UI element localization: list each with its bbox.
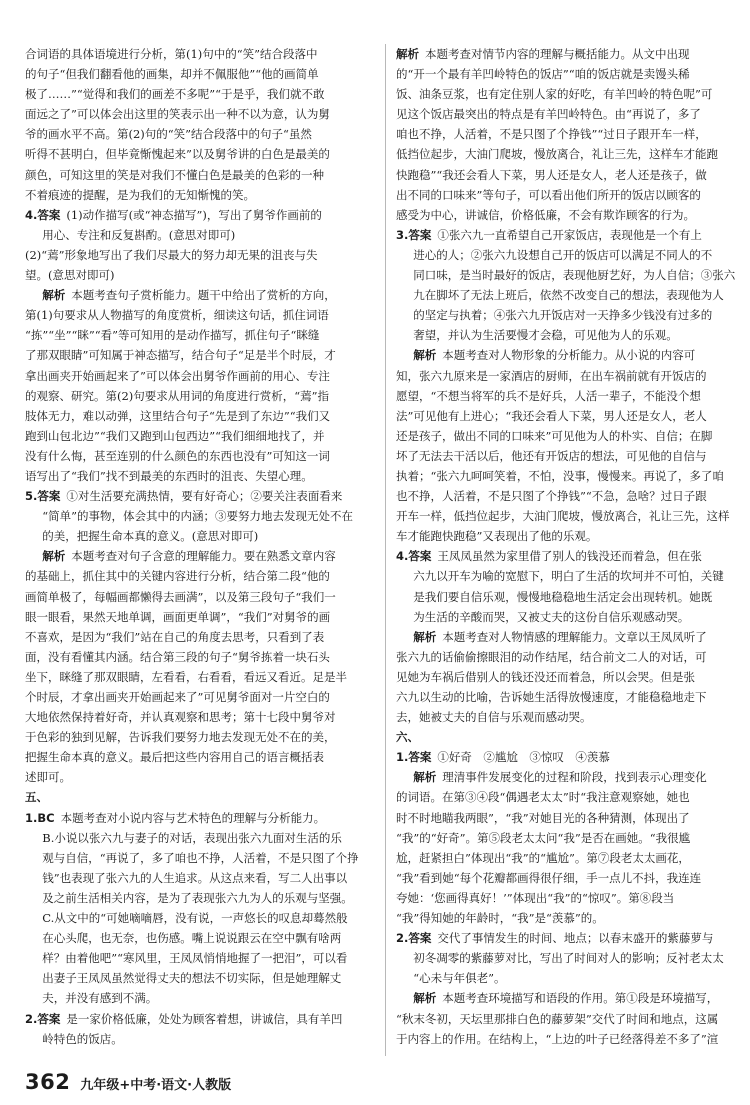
text-line: 于内容上的作用。在结构上，“上边的叶子已经落得差不多了”渲 xyxy=(396,1031,719,1046)
text-line: 法”可见他有上进心；“我还会看人下菜，男人还是女人，老人 xyxy=(396,408,707,423)
analysis-tag: 解析 xyxy=(413,991,437,1006)
text-line: (2)“蔫”形象地写出了我们尽最大的努力却无果的沮丧与失 xyxy=(25,247,318,262)
section5-question-4 xyxy=(396,546,748,727)
text-line: 合词语的具体语境进行分析，第(1)句中的“笑”结合段落中 xyxy=(25,47,318,61)
page-footer xyxy=(25,1070,231,1096)
text-line: 张六九的话偷偷擦眼泪的动作结尾，结合前文二人的对话，可 xyxy=(396,649,707,664)
text-line: 理清事件发展变化的过程和阶段，找到表示心理变化 xyxy=(442,770,707,785)
text-line: 不着痕迹的提醒，是为我们的无知惭愧的笑。 xyxy=(25,187,255,202)
text-line: 颜色，可知这里的笑是对我们不懂白色是最美的色彩的一种 xyxy=(25,167,324,182)
text-line: 执着；“张六九呵呵笑着，不怕，没事，慢慢来。再说了，多了咱 xyxy=(396,468,724,483)
text-line: “我”的“好奇”。第⑤段老太太问“我”是否在画她。“我很尴 xyxy=(396,830,691,845)
text-line: 六九以开车为喻的宽慰下，明白了生活的坎坷并不可怕，关键 xyxy=(413,569,724,584)
text-line: 王凤凤虽然为家里借了别人的钱没还而着急，但在张 xyxy=(437,549,702,564)
answer-tag: 答案 xyxy=(408,931,432,946)
text-line: 出妻子王凤凤虽然觉得丈夫的想法不切实际，但是她理解丈 xyxy=(42,971,342,986)
text-line: ①对生活要充满热情，要有好奇心；②要关注表面看来 xyxy=(66,489,343,504)
text-line: 的词语。在第③④段“偶遇老太太”时“我注意观察她，她也 xyxy=(396,790,690,805)
text-line: 同口味，是当时最好的饭店，表现他厨艺好，为人自信；③张六 xyxy=(413,268,736,283)
answer-tag: 答案 xyxy=(37,489,61,504)
text-line: 极了……”“觉得和我们的画差不多呢”“于是乎，我们就不敢 xyxy=(25,87,325,102)
question-5 xyxy=(25,486,377,787)
text-line: 跑到山包北边”“我们又跑到山包西边”“我们细细地找了，并 xyxy=(25,428,325,443)
text-line: 低挡位起步，大油门爬坡，慢放离合，礼让三先，这样车才能跑 xyxy=(396,147,718,162)
text-line: ①好奇 ②尴尬 ③惊叹 ④羡慕 xyxy=(437,750,610,765)
text-line: 交代了事情发生的时间、地点；以春末盛开的紫藤萝与 xyxy=(437,931,714,946)
text-line: “心未与年俱老”。 xyxy=(413,971,506,986)
text-line: 感受为中心，讲诚信，价格低廉，不会有欺诈顾客的行为。 xyxy=(396,207,695,222)
text-line: 没有什么悔，甚至连别的什么颜色的东西也没有”可知这一词 xyxy=(25,448,330,463)
text-line: “拣”“坐”“眯”“看”等可知用的是动作描写，抓住句子“眯缝 xyxy=(25,328,320,343)
text-line: 本题考查句子赏析能力。题干中给出了赏析的方向， xyxy=(71,288,336,303)
text-line: “我”得知她的年龄时，“我”是“羡慕”的。 xyxy=(396,911,604,926)
text-line: 肢体无力，难以动弹，这里结合句子“先是到了东边”“我们又 xyxy=(25,408,331,423)
text-line: 是我们要自信乐观，慢慢地稳稳地生活定会出现转机。她既 xyxy=(413,589,713,604)
text-line: 在心头爬，也无奈，也伤感。嘴上说说跟云在空中飘有啥两 xyxy=(42,931,342,946)
text-line: 为生活的辛酸而哭，又被丈夫的这份自信乐观感动哭。 xyxy=(413,609,690,624)
text-line: 及之前生活相关内容，是为了表现张六九为人的乐观与坚强。 xyxy=(42,890,353,905)
analysis-tag: 解析 xyxy=(413,348,437,363)
text-line: 第(1)句要求从人物描写的角度赏析，细读这句话，抓住词语 xyxy=(25,308,329,323)
text-line: 个时辰，才拿出画夹开始画起来了”可见舅爷面对一片空白的 xyxy=(25,690,330,704)
answer-tag: 答案 xyxy=(408,549,432,564)
text-line: 眼一眼看，果然天地单调，画面更单调”，“我们”对舅爷的画 xyxy=(25,609,331,624)
text-line: 用心、专注和反复斟酌。(意思对即可) xyxy=(42,227,236,242)
text-line: 的“开一个最有羊凹岭特色的饭店”“咱的饭店就是卖馒头稀 xyxy=(396,67,690,82)
text-line: 语写出了“我们”找不到最美的东西时的沮丧、失望心理。 xyxy=(25,468,313,483)
text-line: 的句子“但我们翻看他的画集，却并不佩服他”“他的画简单 xyxy=(25,67,319,82)
analysis-tag: 解析 xyxy=(413,629,437,644)
section-heading: 五、 xyxy=(25,790,48,805)
text-line: 坐下，眯缝了那双眼睛，左看看，右看看，看远又看近。足是半 xyxy=(25,669,347,684)
question-number: 5. xyxy=(25,489,38,504)
text-line: 了那双眼睛”可知属于神态描写，结合句子“足是半个时辰，才 xyxy=(25,348,336,363)
section-heading: 六、 xyxy=(396,730,419,745)
text-line: 夸她：‘您画得真好！’”体现出“我”的“惊叹”。第⑧段当 xyxy=(396,890,675,905)
text-line: 本题考查对人物形象的分析能力。从小说的内容可 xyxy=(442,348,696,363)
question-number: 4. xyxy=(25,207,38,222)
text-line: “我”看到她“每个花瓣都画得很仔细，手一点儿不抖，我连连 xyxy=(396,870,702,885)
question-number: 4. xyxy=(396,549,409,564)
text-line: 出不同的口味来”等句子，可以看出他们所开的饭店以顾客的 xyxy=(396,187,701,202)
text-line: 去，她被丈夫的自信与乐观而感动哭。 xyxy=(396,710,592,725)
text-line: 的基础上，抓住其中的关键内容进行分析，结合第二段“他的 xyxy=(25,569,330,584)
text-line: 岭特色的饭店。 xyxy=(42,1031,123,1046)
section6-question-1 xyxy=(396,747,748,928)
q3-analysis-continued xyxy=(25,44,377,205)
text-line: 车才能跑快跑稳”又表现出了他的乐观。 xyxy=(396,529,598,544)
text-line: 是一家价格低廉，处处为顾客着想，讲诚信，具有羊凹 xyxy=(66,1011,343,1026)
text-line: ①张六九一直希望自己开家饭店，表现他是一个有上 xyxy=(437,227,702,242)
question-number: 3. xyxy=(396,227,409,242)
text-line: 面远之了”可以体会出这里的笑表示出一种不以为意，认为舅 xyxy=(25,107,330,122)
answer-tag: 答案 xyxy=(37,207,61,222)
text-line: 六九以生动的比喻，告诉她生活得放慢速度，才能稳稳地走下 xyxy=(396,690,707,704)
analysis-tag: 解析 xyxy=(396,47,419,61)
text-line: 述即可。 xyxy=(25,770,71,785)
section5-question-2 xyxy=(25,1009,377,1049)
text-line: 望。(意思对即可) xyxy=(25,268,115,283)
text-line: 本题考查对人物情感的理解能力。文章以王凤凤听了 xyxy=(442,629,707,644)
text-line: 奢望，并认为生活要慢才会稳，可见他为人的乐观。 xyxy=(413,328,678,343)
text-line: 钱”也表现了张六九的人生追求。从这点来看，写二人出事以 xyxy=(42,870,348,885)
left-column xyxy=(25,44,377,1056)
text-line: 爷的画水平不高。第(2)句的“笑”结合段落中的句子“虽然 xyxy=(25,127,312,142)
text-line: 不喜欢，是因为“我们”站在自己的角度去思考，只看到了表 xyxy=(25,629,325,644)
text-line: 的观察、研究。第(2)句要求从用词的角度进行赏析，“蔫”指 xyxy=(25,388,330,403)
text-line: 本题考查对情节内容的理解与概括能力。从文中出现 xyxy=(425,47,690,61)
text-line: 时不时地瞄我两眼”，“我”对她目光的各种猜测，体现出了 xyxy=(396,810,690,825)
text-line: 于色彩的独到见解，告诉我们要努力地去发现无处不在的美， xyxy=(25,730,336,745)
text-line: 九在脚坏了无法上班后，依然不改变自己的想法，表现他为人 xyxy=(413,288,724,303)
text-line: 观与自信，“再说了，多了咱也不挣，人活着，不是只图了个挣 xyxy=(42,850,359,865)
text-line: 拿出画夹开始画起来了”可以体会出舅爷作画前的用心、专注 xyxy=(25,368,330,383)
text-line: 知，张六九原来是一家酒店的厨师，在出车祸前就有开饭店的 xyxy=(396,368,707,383)
book-title: 九年级+中考·语文·人教版 xyxy=(80,1078,232,1093)
question-number: 2. xyxy=(396,931,409,946)
analysis-tag: 解析 xyxy=(413,770,437,785)
section5-question-1 xyxy=(25,808,377,1009)
text-line: 的美，把握生命本真的意义。(意思对即可) xyxy=(42,529,259,544)
text-line: 愿望，“不想当将军的兵不是好兵，人活一辈子，不能没个想 xyxy=(396,388,701,403)
question-number: 1. xyxy=(25,810,38,825)
text-line: 咱也不挣，人活着，不是只图了个挣钱”“过日子跟开车一样， xyxy=(396,127,707,142)
text-line: 本题考查环境描写和语段的作用。第①段是环境描写， xyxy=(442,991,719,1006)
text-line: 本题考查对句子含意的理解能力。要在熟悉文章内容 xyxy=(71,549,336,564)
answer-tag: 答案 xyxy=(408,227,432,242)
text-line: 快跑稳”“我还会看人下菜，男人还是女人，老人还是孩子，做 xyxy=(396,167,707,182)
answer-tag: 答案 xyxy=(37,1011,61,1026)
section5-question-3 xyxy=(396,225,748,547)
answer-tag: BC xyxy=(37,810,55,825)
text-line: (1)动作描写(或“神态描写”)，写出了舅爷作画前的 xyxy=(66,207,322,222)
section5-question-2-analysis xyxy=(396,44,748,225)
section6-question-2 xyxy=(396,928,748,1049)
text-line: 本题考查对小说内容与艺术特色的理解与分析能力。 xyxy=(60,810,326,825)
text-line: B.小说以张六九与妻子的对话，表现出张六九面对生活的乐 xyxy=(42,830,342,845)
text-line: 画简单极了，每幅画都懒得去画满”，以及第三段句子“我们一 xyxy=(25,589,336,604)
text-line: 进心的人；②张六九设想自己开的饭店可以满足不同人的不 xyxy=(413,247,713,262)
text-line: 听得不甚明白，但毕竟惭愧起来”以及舅爷讲的白色是最美的 xyxy=(25,147,330,162)
analysis-tag: 解析 xyxy=(42,549,66,564)
text-line: 把握生命本真的意义。最后把这些内容用自己的语言概括表 xyxy=(25,750,324,765)
text-line: “秋末冬初，天坛里那排白色的藤萝架”交代了时间和地点，这属 xyxy=(396,1011,719,1026)
text-line: 面，没有看懂其内涵。结合第三段的句子“舅爷拣着一块石头 xyxy=(25,649,330,664)
text-line: 开车一样，低挡位起步，大油门爬坡，慢放离合，礼让三先，这样 xyxy=(396,509,730,524)
text-line: “简单”的事物，体会其中的内涵；③要努力地去发现无处不在 xyxy=(42,509,354,524)
text-line: 见这个饭店最突出的特点是有羊凹岭特色。由“再说了，多了 xyxy=(396,107,701,122)
text-line: 初冬凋零的紫藤萝对比，写出了时间对人的影响；反衬老太太 xyxy=(413,951,724,966)
text-line: 夫，并没有感到不满。 xyxy=(42,991,158,1006)
text-line: 大地依然保持着好奇，并认真观察和思考；第十七段中舅爷对 xyxy=(25,710,336,725)
question-number: 1. xyxy=(396,750,409,765)
text-line: C.从文中的“可她嘀嘀唇，没有说，一声悠长的叹息却蓦然般 xyxy=(42,911,348,926)
text-line: 还是孩子，做出不同的口味来”可见他为人的朴实、自信；在脚 xyxy=(396,428,713,443)
text-line: 见她为车祸后借别人的钱还没还而着急，所以会哭。但是张 xyxy=(396,669,695,684)
text-line: 也不挣，人活着，不是只图了个挣钱”“不急，急啥？过日子跟 xyxy=(396,489,707,504)
text-line: 样？由着他吧”“寒风里，王凤凤悄悄地握了一把泪”，可以看 xyxy=(42,951,348,966)
text-line: 尬，赶紧担白”体现出“我”的“尴尬”。第⑦段老太太画花， xyxy=(396,850,690,865)
column-divider xyxy=(385,44,386,1056)
text-line: 饭、油条豆浆，也有定住别人家的好吃，有羊凹岭的特色呢”可 xyxy=(396,87,713,102)
question-number: 2. xyxy=(25,1011,38,1026)
question-4 xyxy=(25,205,377,486)
text-line: 的坚定与执着；④张六九开饭店对一天挣多少钱没有过多的 xyxy=(413,308,713,323)
analysis-tag: 解析 xyxy=(42,288,66,303)
text-line: 坏了无法去干活以后，他还有开饭店的想法，可见他的自信与 xyxy=(396,448,707,463)
right-column xyxy=(396,44,748,1056)
page-number: 362 xyxy=(25,1070,71,1094)
answer-tag: 答案 xyxy=(408,750,432,765)
